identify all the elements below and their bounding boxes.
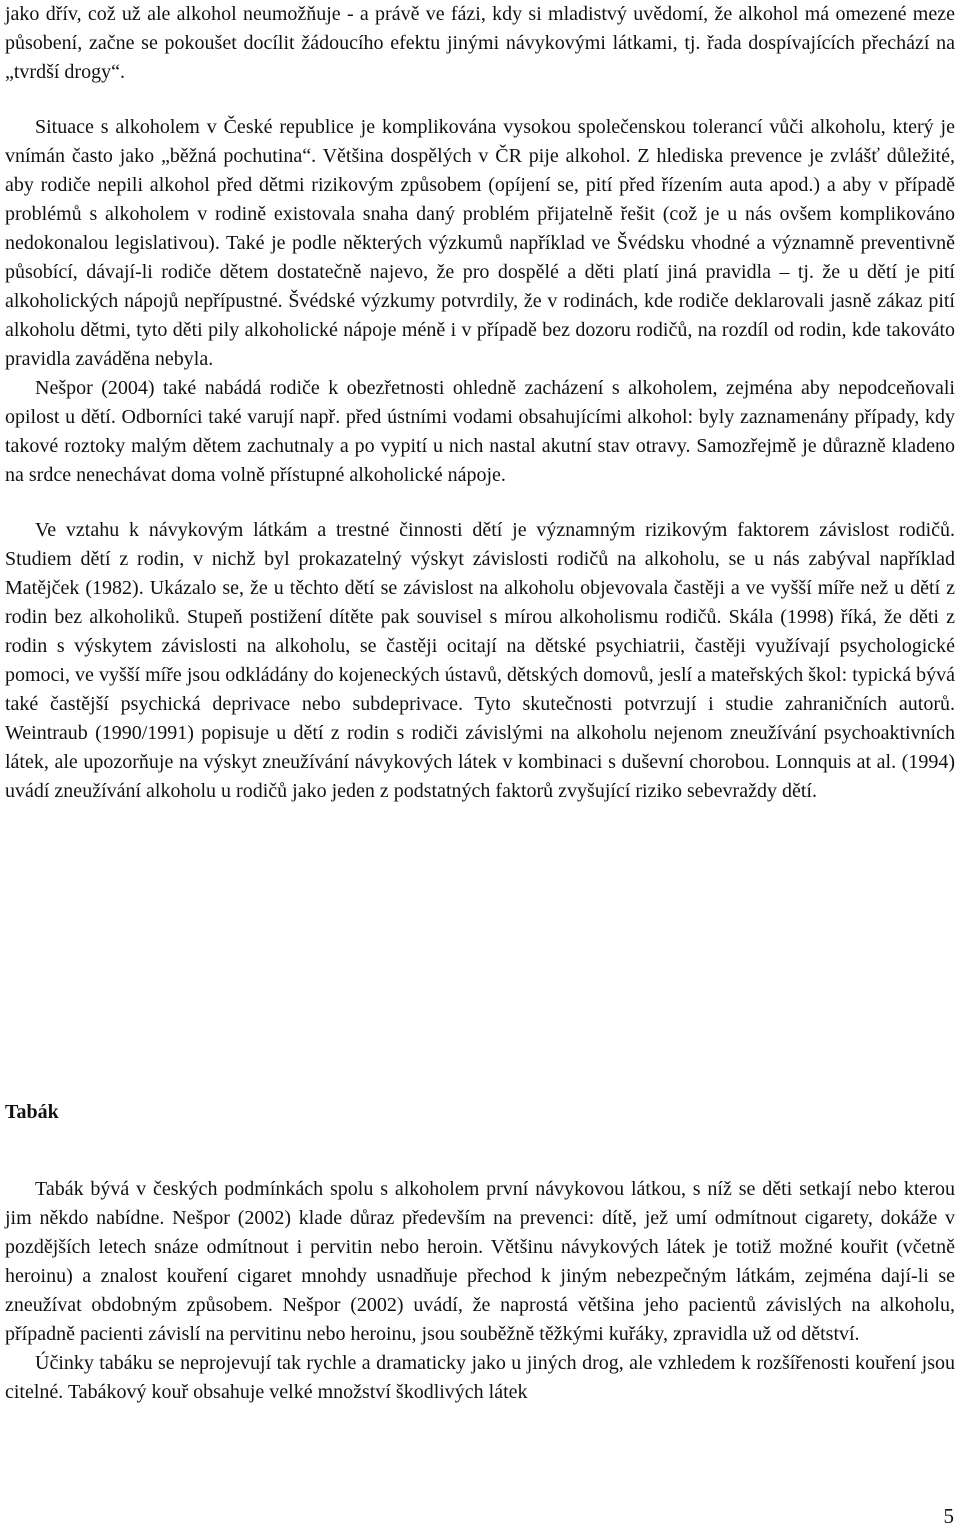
document-page (5, 0, 955, 1403)
page-number: 5 (943, 1504, 954, 1528)
paragraph-alcohol-continued: jako dřív, což už ale alkohol neumožňuje - a právě ve fázi, kdy si mladistvý uvědomí, že alkohol má omezené meze působení, začne se pokoušet docílit žádoucího efektu jinými návykovými látkami, tj. řada dospívajících přechází na „tvrdší drogy“. (5, 3, 955, 83)
paragraph-tobacco-first-substance: Tabák bývá v českých podmínkách spolu s alkoholem první návykovou látkou, s níž se děti setkají nebo kterou jim někdo nabídne. Nešpor (2002) klade důraz především na prevenci: dítě, jež umí odmítnout cigarety, dokáže v pozdějších letech snáze odmítnout i pervitin nebo heroin. Většinu návykových látek je totiž možné kouřit (včetně heroinu) a znalost kouření cigaret mnohdy usnadňuje přechod k jiným nebezpečným látkám, zejména dají-li se zneužívat obdobným způsobem. Nešpor (2002) uvádí, že naprostá většina jeho pacientů závislých na alkoholu, případně pacienti závislí na pervitinu nebo heroinu, jsou souběžně těžkými kuřáky, zpravidla už od dětství. (5, 1178, 955, 1345)
section-heading-tabak: Tabák (5, 1101, 59, 1123)
paragraph-nespor-2004: Nešpor (2004) také nabádá rodiče k obezřetnosti ohledně zacházení s alkoholem, zejména aby nepodceňovali opilost u dětí. Odborníci také varují např. před ústními vodami obsahujícími alkohol: byly zaznamenány případy, kdy takové roztoky malým dětem zachutnaly a po vypití u nich nastal akutní stav otravy. Samozřejmě je důrazně kladeno na srdce nenechávat doma volně přístupné alkoholické nápoje. (5, 377, 955, 486)
paragraph-parental-dependence: Ve vztahu k návykovým látkám a trestné činnosti dětí je významným rizikovým faktorem závislost rodičů. Studiem dětí z rodin, v nichž byl prokazatelný výskyt závislosti rodičů na alkoholu, se u nás zabýval například Matějček (1982). Ukázalo se, že u těchto dětí se závislost na alkoholu objevovala častěji a ve vyšší míře než u dětí z rodin bez alkoholiků. Stupeň postižení dítěte pak souvisel s mírou alkoholismu rodičů. Skála (1998) říká, že děti z rodin s výskytem závislosti na alkoholu, se častěji ocitají na dětské psychiatrii, častěji využívají psychologické pomoci, ve vyšší míře jsou odkládány do kojeneckých ústavů, dětských domovů, jeslí a mateřských škol: typická bývá také častější psychická deprivace nebo subdeprivace. Tyto skutečnosti potvrzují i studie zahraničních autorů. Weintraub (1990/1991) popisuje u dětí z rodin s rodiči závislými na alkoholu nejenom zneužívání psychoaktivních látek, ale upozorňuje na výskyt zneužívání návykových látek v kombinaci s duševní chorobou. Lonnquis at al. (1994) uvádí zneužívání alkoholu u rodičů jako jeden z podstatných faktorů zvyšující riziko sebevraždy dětí. (5, 519, 955, 802)
tobacco-section (5, 1175, 955, 1407)
paragraph-alcohol-tolerance: Situace s alkoholem v České republice je komplikována vysokou společenskou tolerancí vůči alkoholu, který je vnímán často jako „běžná pochutina“. Většina dospělých v ČR pije alkohol. Z hlediska prevence je zvlášť důležité, aby rodiče nepili alkohol před dětmi rizikovým způsobem (opíjení se, pití před řízením auta apod.) a aby v případě problémů s alkoholem v rodině existovala snaha daný problém přijatelně řešit (což je u nás ovšem komplikováno nedokonalou legislativou). Také je podle některých výzkumů například ve Švédsku vhodné a významně preventivně působící, dávají-li rodiče dětem dostatečně najevo, že pro dospělé a děti platí jiná pravidla – tj. že u dětí je pití alkoholických nápojů nepřípustné. Švédské výzkumy potvrdily, že v rodinách, kde rodiče deklarovali jasně zákaz pití alkoholu dětmi, tyto děti pily alkoholické nápoje méně i v případě bez dozoru rodičů, na rozdíl od rodin, kde takováto pravidla zaváděna nebyla. (5, 116, 955, 370)
paragraph-tobacco-effects: Účinky tabáku se neprojevují tak rychle a dramaticky jako u jiných drog, ale vzhledem k rozšířenosti kouření jsou citelné. Tabákový kouř obsahuje velké množství škodlivých látek (5, 1352, 955, 1403)
alcohol-section (5, 0, 955, 806)
